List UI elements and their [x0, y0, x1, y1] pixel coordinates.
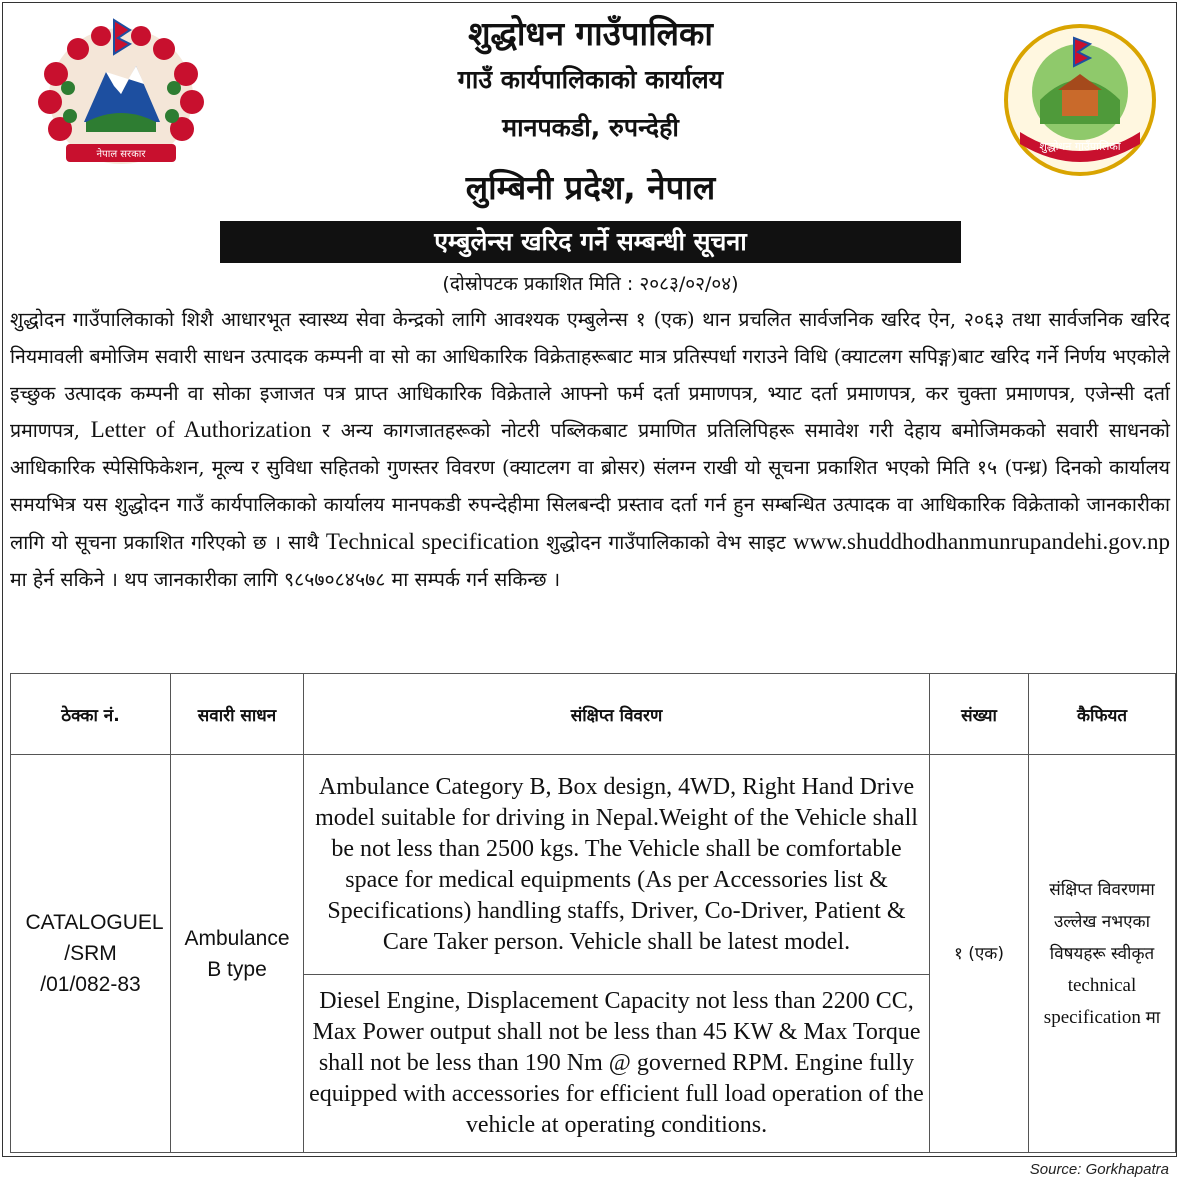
contract-no-cell [11, 755, 171, 1153]
body-part-2: र अन्य कागजातहरूको नोटरी पब्लिकबाट प्रमाणित प्रतिलिपिहरू समावेश गरी देहाय बमोजिमकको सवारी साधनको आधिकारिक स्पेसिफिकेशन, मूल्य र सुविधा सहितको गुणस्तर विवरण (क्याटलग वा ब्रोसर) संलग्न राखी यो सूचना प्रकाशित भएको मिति १५ (पन्ध्र) दिनको कार्यालय समयभित्र यस शुद्धोदन गाउँ कार्यपालिकाको कार्यालय मानपकडी रुपन्देहीमा सिलबन्दी प्रस्ताव दर्ता गर्न हुन सम्बन्धित उत्पादक वा आधिकारिक विक्रेताको जानकारीका लागि यो सूचना प्रकाशित गरिएको छ । साथै [10, 419, 1170, 554]
source-credit: Source: Gorkhapatra [1029, 1161, 1169, 1178]
office-name: गाउँ कार्यपालिकाको कार्यालय [457, 65, 724, 94]
notice-title: एम्बुलेन्स खरिद गर्ने सम्बन्धी सूचना [220, 221, 961, 263]
vehicle-cell [171, 755, 304, 1153]
body-technical-specification: Technical specification [325, 528, 540, 554]
description-cell-2: Diesel Engine, Displacement Capacity not less than 2200 CC, Max Power output shall not be less than 45 KW & Max Torque shall not be less than 190 Nm @ governed RPM. Engine fully equipped with accessories for efficient full load operation of the vehicle at operating conditions. [304, 975, 930, 1153]
vehicle-name: Ambulance B type [184, 926, 290, 981]
remarks-cell [1029, 755, 1176, 1153]
table-header-row [11, 674, 1176, 755]
province-name: लुम्बिनी प्रदेश, नेपाल [465, 168, 716, 207]
body-letter-of-authorization: Letter of Authorization [90, 417, 312, 443]
remarks-english [1029, 970, 1175, 1034]
right-emblem-text: शुद्धोधन गाउँपालिका [1039, 140, 1121, 153]
remarks-technical-specification: technical specification [1043, 974, 1141, 1028]
left-emblem-text: नेपाल सरकार [96, 149, 146, 160]
header-quantity: संख्या [930, 674, 1029, 755]
body-part-3: शुद्धोदन गाउँपालिकाको वेभ साइट [546, 530, 786, 554]
body-part-1: शुद्धोदन गाउँपालिकाको शिशै आधारभूत स्वास्थ्य सेवा केन्द्रको लागि आवश्यक एम्बुलेन्स १ (एक) थान प्रचलित सार्वजनिक खरिद ऐन, २०६३ तथा सार्वजनिक खरिद नियमावली बमोजिम सवारी साधन उत्पादक कम्पनी वा सो का आधिकारिक विक्रेताहरूबाट मात्र प्रतिस्पर्धा गराउने विधि (क्याटलग सपिङ्ग)बाट खरिद गर्ने निर्णय भएकोले इच्छुक उत्पादक कम्पनी वा सोका इजाजत पत्र प्राप्त आधिकारिक विक्रेताले आफ्नो फर्म दर्ता प्रमाणपत्र, भ्याट दर्ता प्रमाणपत्र, कर चुक्ता प्रमाणपत्र, एजेन्सी दर्ता प्रमाणपत्र, [10, 308, 1170, 443]
header-remarks: कैफियत [1029, 674, 1176, 755]
contract-no: CATALOGUEL /SRM /01/082-83 [25, 911, 164, 996]
body-part-4: मा हेर्न सकिने । थप जानकारीका लागि ९८५७०८४५७८ मा सम्पर्क गर्न सकिन्छ । [10, 567, 561, 591]
remarks-suffix: मा [1145, 1007, 1161, 1028]
notice-body [10, 302, 1170, 598]
specification-table [10, 673, 1176, 1153]
municipality-name: शुद्धोधन गाउँपालिका [468, 14, 713, 53]
header-vehicle: सवारी साधन [171, 674, 304, 755]
quantity-cell: १ (एक) [930, 755, 1029, 1153]
website-link[interactable]: www.shuddhodhanmunrupandehi.gov.np [792, 528, 1171, 554]
description-cell-1: Ambulance Category B, Box design, 4WD, Right Hand Drive model suitable for driving in Nepal.Weight of the Vehicle shall be not less than 2500 kgs. The Vehicle shall be comfortable space for medical equipments (As per Accessories list & Specifications) handling staffs, Driver, Co-Driver, Patient & Care Taker person. Vehicle shall be latest model. [304, 755, 930, 975]
office-location: मानपकडी, रुपन्देही [502, 113, 679, 142]
header-contract-no: ठेक्का नं. [11, 674, 171, 755]
publication-date: (दोस्रोपटक प्रकाशित मिति : २०८३/०२/०४) [442, 273, 739, 295]
table-row [11, 755, 1176, 975]
header-description: संक्षिप्त विवरण [304, 674, 930, 755]
remarks-text: संक्षिप्त विवरणमा उल्लेख नभएका विषयहरू स्वीकृत [1049, 879, 1155, 964]
